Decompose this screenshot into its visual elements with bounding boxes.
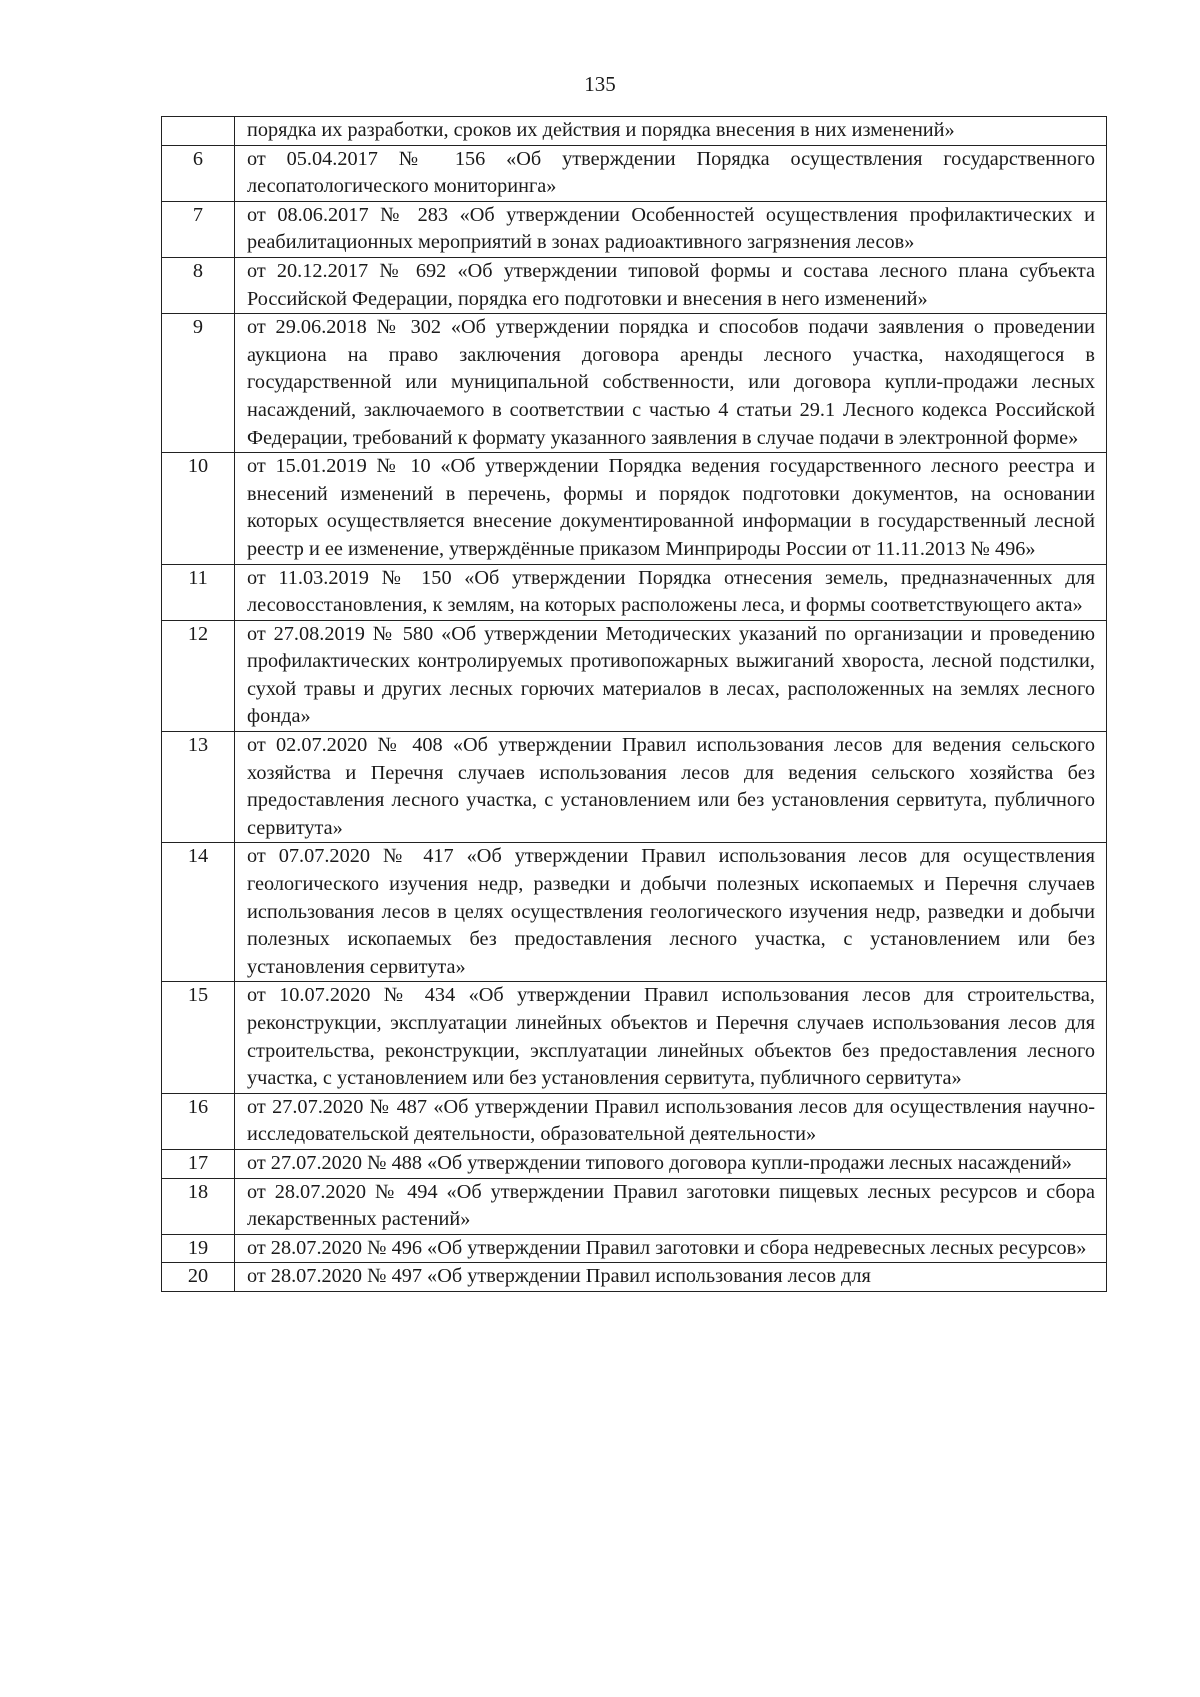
table-row (162, 1093, 1107, 1149)
row-number (162, 117, 235, 146)
row-text: от 05.04.2017 № 156 «Об утверждении Порядка осуществления государственного лесопатологического мониторинга» (235, 145, 1107, 201)
row-text: от 08.06.2017 № 283 «Об утверждении Особенностей осуществления профилактических и реабилитационных мероприятий в зонах радиоактивного загрязнения лесов» (235, 201, 1107, 257)
table-row (162, 1234, 1107, 1263)
row-number: 20 (162, 1263, 235, 1292)
row-number: 16 (162, 1093, 235, 1149)
row-text: от 07.07.2020 № 417 «Об утверждении Правил использования лесов для осуществления геологического изучения недр, разведки и добычи полезных ископаемых и Перечня случаев использования лесов в целях осуществления геологического изучения недр, разведки и добычи полезных ископаемых без предоставления лесного участка, с установлением или без установления сервитута» (235, 843, 1107, 982)
row-number: 8 (162, 257, 235, 313)
table-row (162, 257, 1107, 313)
row-number: 17 (162, 1149, 235, 1178)
row-number: 18 (162, 1178, 235, 1234)
row-number: 9 (162, 314, 235, 453)
table-row (162, 843, 1107, 982)
row-number: 13 (162, 732, 235, 843)
row-text: от 27.08.2019 № 580 «Об утверждении Методических указаний по организации и проведению профилактических контролируемых противопожарных выжиганий хвороста, лесной подстилки, сухой травы и других лесных горючих материалов в лесах, расположенных на землях лесного фонда» (235, 620, 1107, 731)
page-number: 135 (584, 72, 616, 96)
row-number: 12 (162, 620, 235, 731)
row-text: от 29.06.2018 № 302 «Об утверждении порядка и способов подачи заявления о проведении аукциона на право заключения договора аренды лесного участка, находящегося в государственной или муниципальной собственности, или договора купли-продажи лесных насаждений, заключаемого в соответствии с частью 4 статьи 29.1 Лесного кодекса Российской Федерации, требований к формату указанного заявления в случае подачи в электронной форме» (235, 314, 1107, 453)
table-row (162, 314, 1107, 453)
row-number: 14 (162, 843, 235, 982)
row-number: 11 (162, 564, 235, 620)
row-text: от 10.07.2020 № 434 «Об утверждении Правил использования лесов для строительства, реконструкции, эксплуатации линейных объектов и Перечня случаев использования лесов для строительства, реконструкции, эксплуатации линейных объектов без предоставления лесного участка, с установлением или без установления сервитута, публичного сервитута» (235, 982, 1107, 1093)
row-number: 19 (162, 1234, 235, 1263)
row-text: от 11.03.2019 № 150 «Об утверждении Порядка отнесения земель, предназначенных для лесовосстановления, к землям, на которых расположены леса, и формы соответствующего акта» (235, 564, 1107, 620)
row-number: 15 (162, 982, 235, 1093)
row-text: от 27.07.2020 № 488 «Об утверждении типового договора купли-продажи лесных насаждений» (235, 1149, 1107, 1178)
row-number: 10 (162, 453, 235, 564)
row-number: 6 (162, 145, 235, 201)
row-number: 7 (162, 201, 235, 257)
orders-table (161, 116, 1107, 1292)
table-row (162, 982, 1107, 1093)
table-row (162, 620, 1107, 731)
row-text: от 28.07.2020 № 496 «Об утверждении Правил заготовки и сбора недревесных лесных ресурсов» (235, 1234, 1107, 1263)
row-text: от 20.12.2017 № 692 «Об утверждении типовой формы и состава лесного плана субъекта Российской Федерации, порядка его подготовки и внесения в него изменений» (235, 257, 1107, 313)
row-text: порядка их разработки, сроков их действия и порядка внесения в них изменений» (235, 117, 1107, 146)
table-row (162, 1149, 1107, 1178)
table-row (162, 564, 1107, 620)
table-row (162, 1178, 1107, 1234)
table-row (162, 145, 1107, 201)
table-row (162, 453, 1107, 564)
row-text: от 28.07.2020 № 494 «Об утверждении Правил заготовки пищевых лесных ресурсов и сбора лекарственных растений» (235, 1178, 1107, 1234)
table-row (162, 1263, 1107, 1292)
table-row (162, 117, 1107, 146)
row-text: от 15.01.2019 № 10 «Об утверждении Порядка ведения государственного лесного реестра и внесений изменений в перечень, формы и порядок подготовки документов, на основании которых осуществляется внесение документированной информации в государственный лесной реестр и ее изменение, утверждённые приказом Минприроды России от 11.11.2013 № 496» (235, 453, 1107, 564)
table-row (162, 201, 1107, 257)
row-text: от 27.07.2020 № 487 «Об утверждении Правил использования лесов для осуществления научно-исследовательской деятельности, образовательной деятельности» (235, 1093, 1107, 1149)
row-text: от 28.07.2020 № 497 «Об утверждении Правил использования лесов для (235, 1263, 1107, 1292)
row-text: от 02.07.2020 № 408 «Об утверждении Правил использования лесов для ведения сельского хозяйства и Перечня случаев использования лесов для ведения сельского хозяйства без предоставления лесного участка, с установлением или без установления сервитута, публичного сервитута» (235, 732, 1107, 843)
table-row (162, 732, 1107, 843)
